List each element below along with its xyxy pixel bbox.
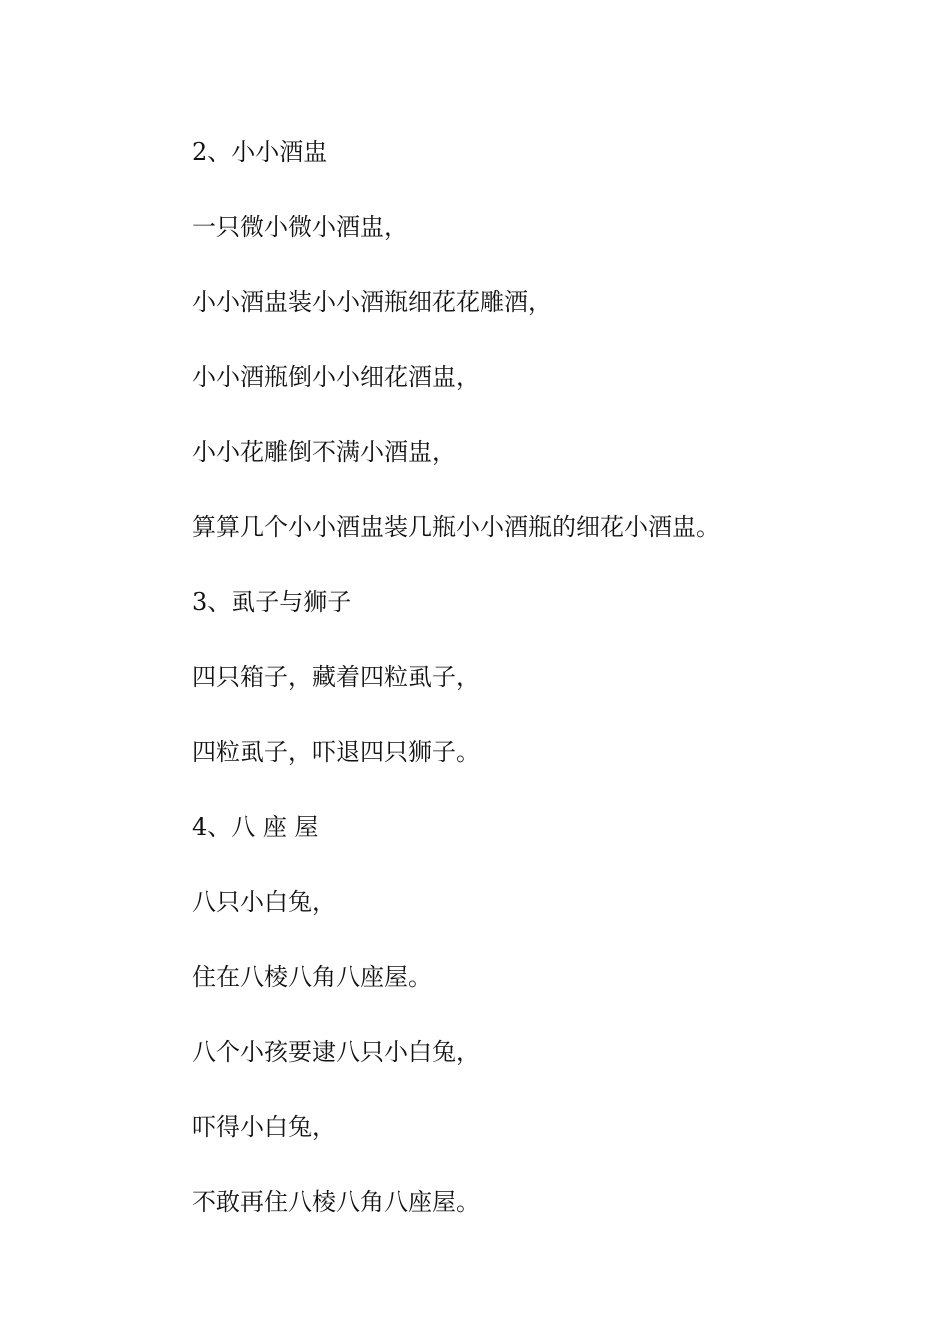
- document-body: [192, 132, 872, 1257]
- heading-3-lice-and-lions: 3、虱子与狮子: [192, 588, 352, 616]
- text-line: 一只微小微小酒盅，: [192, 213, 408, 241]
- heading-2-little-wine-cup: 2、小小酒盅: [192, 138, 328, 166]
- text-line: 四只箱子，藏着四粒虱子，: [192, 663, 480, 691]
- text-line: 吓得小白兔，: [192, 1113, 336, 1141]
- text-line: 住在八棱八角八座屋。: [192, 963, 432, 991]
- text-line: 八个小孩要逮八只小白兔，: [192, 1038, 480, 1066]
- heading-4-eight-houses: 4、八 座 屋: [192, 813, 319, 841]
- text-line: 八只小白兔，: [192, 888, 336, 916]
- text-line: 小小酒盅装小小酒瓶细花花雕酒，: [192, 288, 552, 316]
- text-line: 不敢再住八棱八角八座屋。: [192, 1188, 480, 1216]
- text-line: 小小酒瓶倒小小细花酒盅，: [192, 363, 480, 391]
- text-line: 小小花雕倒不满小酒盅，: [192, 438, 456, 466]
- text-line: 四粒虱子，吓退四只狮子。: [192, 738, 480, 766]
- text-line: 算算几个小小酒盅装几瓶小小酒瓶的细花小酒盅。: [192, 513, 720, 541]
